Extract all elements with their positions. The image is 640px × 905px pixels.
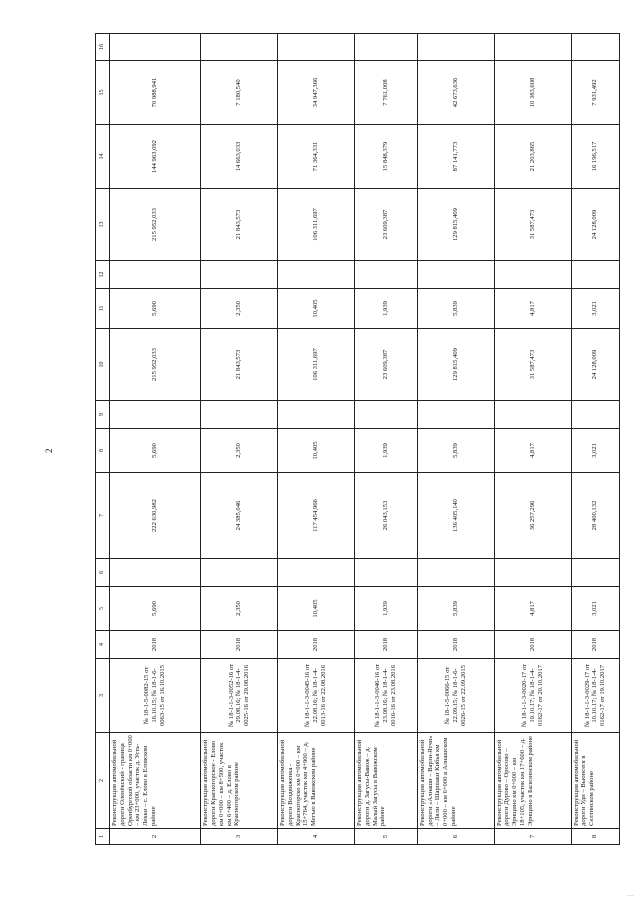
- object-description: Реконструкция автомобильной дороги Воздвиженка - Красногорско км 0+000 – км 15+764, участок км 4+900 – д. Мегъю в Вавожском районе: [278, 733, 355, 829]
- cell-9: [278, 401, 355, 429]
- regional-budget: 10 383,608: [494, 61, 571, 125]
- object-description: Реконструкция автомобильной дороги Красногорское - Елово км 0+000 – км 8+500, участок км 6+400 – д. Елово в Красногорском районе: [201, 733, 278, 829]
- page-number: 2: [44, 448, 54, 453]
- cell-9: [494, 401, 571, 429]
- cell-16: [417, 34, 494, 61]
- object-description: Реконструкция автомобильной дороги д. Загусы-Вавож – д. Малый Загусы в Вавожском районе: [355, 733, 418, 829]
- permit-number: № 18-1-5-0082-15 от 16.10.15; № 18-1-6-0063-15 от 16.10.2015: [110, 659, 201, 733]
- cell-6: [201, 559, 278, 587]
- federal-budget: 16 196,517: [571, 125, 619, 189]
- column-number: 11: [96, 289, 110, 329]
- capacity-km-3: 5,690: [110, 289, 201, 329]
- scan-mark: —: [627, 891, 634, 899]
- column-number: 12: [96, 261, 110, 289]
- capacity-km-2: 1,939: [355, 429, 418, 473]
- objects-table: [95, 33, 620, 845]
- completion-year: 2018: [355, 631, 418, 659]
- permit-number: № 18-1-1-3-0046-16 от 23.08.16; № 18-1-4-0016-16 от 23.08.2016: [355, 659, 418, 733]
- column-number: 13: [96, 189, 110, 261]
- column-number: 2: [96, 733, 110, 829]
- cell-12: [110, 261, 201, 289]
- column-number: 9: [96, 401, 110, 429]
- completion-year: 2018: [417, 631, 494, 659]
- table-row: [571, 34, 619, 845]
- financing-total: 24 128,009: [571, 189, 619, 261]
- column-number: 16: [96, 34, 110, 61]
- cell-12: [417, 261, 494, 289]
- capacity-km-2: 5,690: [110, 429, 201, 473]
- cell-16: [201, 34, 278, 61]
- estimated-cost: 222 630,982: [110, 473, 201, 559]
- column-number-row: [96, 34, 110, 845]
- table-row: [417, 34, 494, 845]
- row-number: 8: [571, 829, 619, 845]
- table-row: [494, 34, 571, 845]
- column-number: 4: [96, 631, 110, 659]
- estimated-cost: 26 043,153: [355, 473, 418, 559]
- cell-9: [110, 401, 201, 429]
- financing-total: 215 952,033: [110, 189, 201, 261]
- capacity-km-2: 2,350: [201, 429, 278, 473]
- column-number: 14: [96, 125, 110, 189]
- cost-total: 106 311,697: [278, 329, 355, 401]
- cell-6: [110, 559, 201, 587]
- column-number: 1: [96, 829, 110, 845]
- table-row: [278, 34, 355, 845]
- estimated-cost: 36 257,296: [494, 473, 571, 559]
- capacity-km: 5,690: [110, 587, 201, 631]
- column-number: 3: [96, 659, 110, 733]
- cost-total: 31 587,473: [494, 329, 571, 401]
- cell-16: [278, 34, 355, 61]
- estimated-cost: 24 385,046: [201, 473, 278, 559]
- estimated-cost: 28 400,132: [571, 473, 619, 559]
- cell-9: [355, 401, 418, 429]
- cell-16: [571, 34, 619, 61]
- cell-6: [417, 559, 494, 587]
- cell-12: [571, 261, 619, 289]
- row-number: 6: [417, 829, 494, 845]
- row-number: 3: [201, 829, 278, 845]
- capacity-km: 3,021: [571, 587, 619, 631]
- column-number: 10: [96, 329, 110, 401]
- object-description: Реконструкция автомобильной дороги Уди – Вьюнсегя в Селтинском районе: [571, 733, 619, 829]
- federal-budget: 14 663,033: [201, 125, 278, 189]
- regional-budget: 7 931,492: [571, 61, 619, 125]
- federal-budget: 87 141,773: [417, 125, 494, 189]
- column-number: 7: [96, 473, 110, 559]
- table-row: [355, 34, 418, 845]
- table-row: [110, 34, 201, 845]
- regional-budget: 34 947,366: [278, 61, 355, 125]
- cell-9: [201, 401, 278, 429]
- completion-year: 2018: [278, 631, 355, 659]
- cost-total: 21 843,573: [201, 329, 278, 401]
- capacity-km: 2,350: [201, 587, 278, 631]
- capacity-km-3: 1,939: [355, 289, 418, 329]
- row-number: 2: [110, 829, 201, 845]
- federal-budget: 144 963,092: [110, 125, 201, 189]
- capacity-km: 10,405: [278, 587, 355, 631]
- capacity-km-2: 5,839: [417, 429, 494, 473]
- capacity-km-2: 3,021: [571, 429, 619, 473]
- capacity-km-2: 4,817: [494, 429, 571, 473]
- regional-budget: 70 988,941: [110, 61, 201, 125]
- row-number: 4: [278, 829, 355, 845]
- completion-year: 2018: [494, 631, 571, 659]
- capacity-km-3: 3,021: [571, 289, 619, 329]
- cell-12: [201, 261, 278, 289]
- financing-total: 21 843,573: [201, 189, 278, 261]
- regional-budget: 7 180,540: [201, 61, 278, 125]
- cell-6: [571, 559, 619, 587]
- permit-number: № 18-1-5-0066-15 от 22.09.15; № 18-1-6-0026-15 от 22.09.2015: [417, 659, 494, 733]
- financing-total: 31 587,473: [494, 189, 571, 261]
- cell-12: [494, 261, 571, 289]
- capacity-km-3: 4,817: [494, 289, 571, 329]
- permit-number: № 18-1-1-3-0045-16 от 22.08.16; № 18-1-4-0013-16 от 22.08.2016: [278, 659, 355, 733]
- financing-total: 129 815,409: [417, 189, 494, 261]
- row-number: 7: [494, 829, 571, 845]
- permit-number: № 18-1-1-3-0052-16 от 29.08.16; № 18-1-4-0025-16 от 29.08.2016: [201, 659, 278, 733]
- cell-9: [571, 401, 619, 429]
- cell-9: [417, 401, 494, 429]
- object-description: Реконструкция автомобильной дороги Дурово – Оросово – Эрнщино км 0+000 – км 18+105, участок км 17+600 – д. Эрнщино в Балезинском районе: [494, 733, 571, 829]
- financing-total: 106 311,697: [278, 189, 355, 261]
- completion-year: 2018: [201, 631, 278, 659]
- regional-budget: 7 761,008: [355, 61, 418, 125]
- cost-total: 23 609,387: [355, 329, 418, 401]
- table-body: [110, 34, 620, 845]
- column-number: 5: [96, 587, 110, 631]
- cell-12: [278, 261, 355, 289]
- permit-number: № 18-1-1-3-0020-17 от 19.10.17; № 18-1-4-0162-17 от 20.10.2017: [494, 659, 571, 733]
- permit-number: № 18-1-1-3-0029-17 от 10.10.17; № 18-1-4-0162-17 от 19.10.2017: [571, 659, 619, 733]
- capacity-km: 1,939: [355, 587, 418, 631]
- object-description: Реконструкция автомобильной дороги «Алнаши – Варзи-Ятчи» – Ляли – Шаршаки Кибья км 0+000 – км 6+000 в Алнашском районе: [417, 733, 494, 829]
- financing-total: 23 609,387: [355, 189, 418, 261]
- column-number: 6: [96, 559, 110, 587]
- federal-budget: 71 364,331: [278, 125, 355, 189]
- estimated-cost: 136 405,140: [417, 473, 494, 559]
- cell-6: [355, 559, 418, 587]
- cell-6: [494, 559, 571, 587]
- column-number: 8: [96, 429, 110, 473]
- cell-16: [110, 34, 201, 61]
- federal-budget: 15 848,379: [355, 125, 418, 189]
- table-row: [201, 34, 278, 845]
- capacity-km-2: 10,405: [278, 429, 355, 473]
- cost-total: 24 128,009: [571, 329, 619, 401]
- column-number: 15: [96, 61, 110, 125]
- cost-total: 215 952,033: [110, 329, 201, 401]
- capacity-km: 5,839: [417, 587, 494, 631]
- completion-year: 2018: [571, 631, 619, 659]
- cell-16: [494, 34, 571, 61]
- cost-total: 129 815,409: [417, 329, 494, 401]
- cell-12: [355, 261, 418, 289]
- capacity-km-3: 5,839: [417, 289, 494, 329]
- completion-year: 2018: [110, 631, 201, 659]
- federal-budget: 21 203,865: [494, 125, 571, 189]
- row-number: 5: [355, 829, 418, 845]
- capacity-km: 4,817: [494, 587, 571, 631]
- regional-budget: 42 673,636: [417, 61, 494, 125]
- object-description: Реконструкция автомобильной дороги Оленёкский - граница Оренбургской области км 0+000 – км 23+000, участок д. Усть-Лекки – с. Елово в Еловском районе: [110, 733, 201, 829]
- cell-6: [278, 559, 355, 587]
- capacity-km-3: 2,350: [201, 289, 278, 329]
- rotated-page: [95, 44, 620, 845]
- estimated-cost: 117 454,966: [278, 473, 355, 559]
- capacity-km-3: 10,405: [278, 289, 355, 329]
- cell-16: [355, 34, 418, 61]
